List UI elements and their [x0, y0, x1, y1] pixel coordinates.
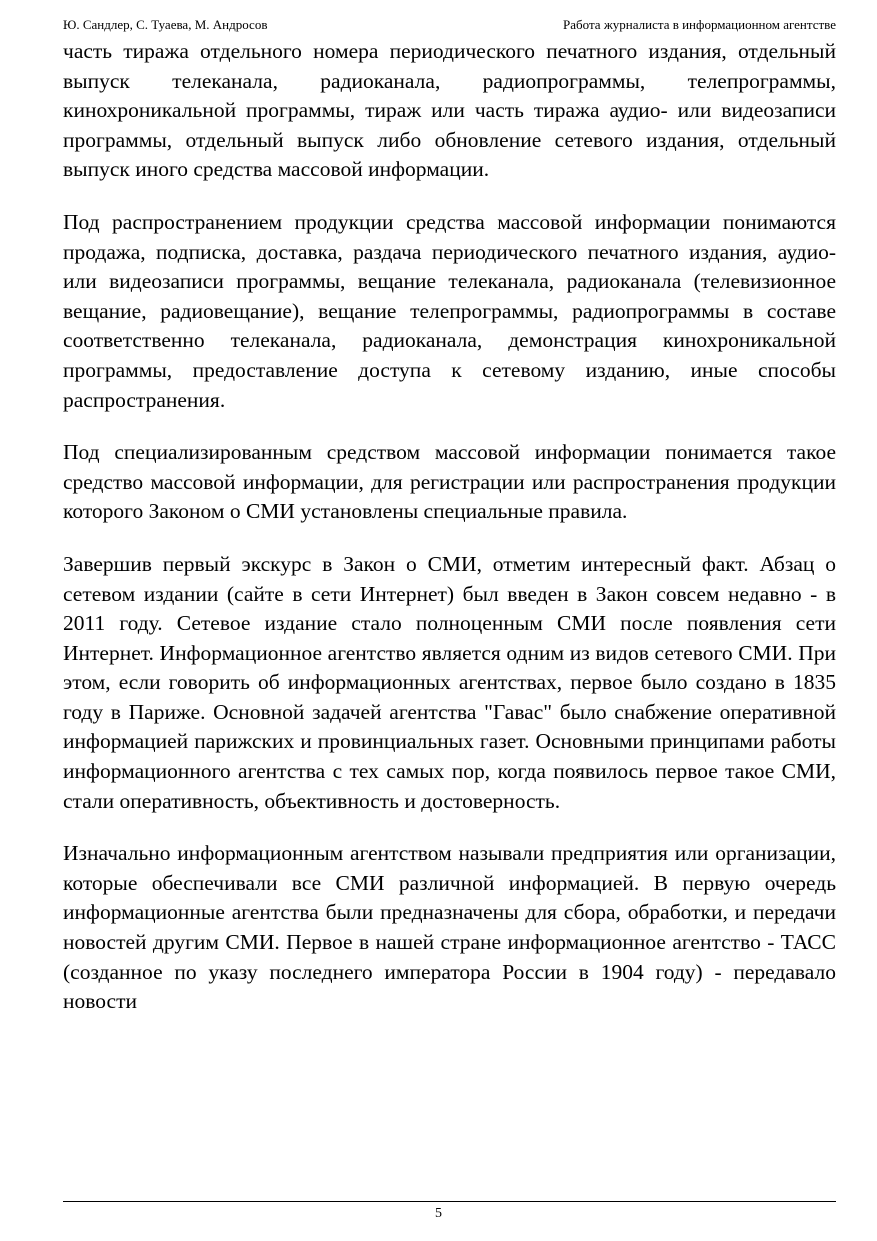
paragraph-history: Завершив первый экскурс в Закон о СМИ, отметим интересный факт. Абзац о сетевом издании (сайте в сети Интернет) был введен в Закон совсем недавно - в 2011 году. Сетевое издание стало полноценным СМИ после появления сети Интернет. Информационное агентство является одним из видов сетевого СМИ. При этом, если говорить об информационных агентствах, первое было создано в 1835 году в Париже. Основной задачей агентства "Гавас" было снабжение оперативной информацией парижских и провинциальных газет. Основными принципами работы информационного агентства с тех самых пор, когда появилось первое такое СМИ, стали оперативность, объективность и достоверность.	[63, 551, 836, 813]
paragraph-continuation: часть тиража отдельного номера периодического печатного издания, отдельный выпуск телеканала, радиоканала, радиопрограммы, телепрограммы, кинохроникальной программы, тираж или часть тиража аудио- или видеозаписи программы, отдельный выпуск либо обновление сетевого издания, отдельный выпуск иного средства массовой информации.	[63, 39, 836, 182]
paragraph-agencies: Изначально информационным агентством называли предприятия или организации, которые обеспечивали все СМИ различной информацией. В первую очередь информационные агентства были предназначены для сбора, обработки, и передачи новостей другим СМИ. Первое в нашей стране информационное агентство - ТАСС (созданное по указу последнего императора России в 1904 году) - передавало новости	[63, 841, 836, 1014]
page-number: 5	[435, 1206, 442, 1221]
header-title: Работа журналиста в информационном агентстве	[563, 17, 836, 32]
paragraph-distribution: Под распространением продукции средства массовой информации понимаются продажа, подписка, доставка, раздача периодического печатного издания, аудио- или видеозаписи программы, вещание телеканала, радиоканала (телевизионное вещание, радиовещание), вещание телепрограммы, радиопрограммы в составе соответственно телеканала, радиоканала, демонстрация кинохроникальной программы, предоставление доступа к сетевому изданию, иные способы распространения.	[63, 209, 836, 412]
page-body	[63, 37, 836, 1040]
footer-divider	[63, 1201, 836, 1202]
page-header	[63, 15, 836, 35]
header-authors: Ю. Сандлер, С. Туаева, М. Андросов	[63, 17, 268, 32]
paragraph-specialized-media: Под специализированным средством массовой информации понимается такое средство массовой информации, для регистрации или распространения продукции которого Законом о СМИ установлены специальные правила.	[63, 440, 836, 524]
